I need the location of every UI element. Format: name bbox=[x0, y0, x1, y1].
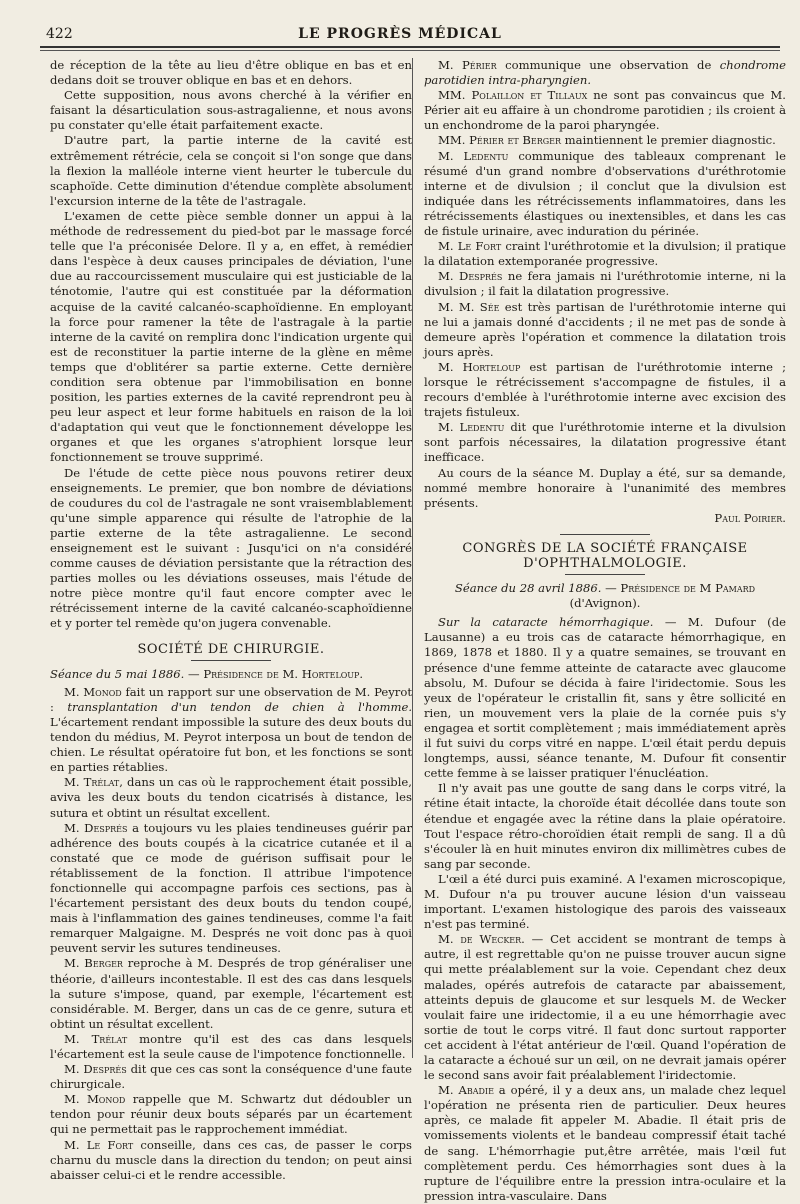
speaker-name: M. Trélat, bbox=[64, 775, 123, 790]
text: fait un rapport sur une observation de M. Peyrot : bbox=[50, 684, 412, 714]
paragraph bbox=[424, 932, 786, 1083]
text: maintiennent le premier diagnostic. bbox=[560, 133, 776, 148]
report-title: transplantation d'un tendon de chien à l'homme. bbox=[67, 699, 413, 714]
text: craint l'uréthrotomie et la divulsion; il pratique la dilatation extemporanée progressive. bbox=[424, 239, 786, 269]
session-president: — Présidence de M. Horteloup. bbox=[188, 666, 364, 681]
paragraph bbox=[424, 420, 786, 465]
paragraph: Il n'y avait pas une goutte de sang dans le corps vitré, la rétine était intacte, la choroïde était décollée dans toute son étendue et engagée avec la rétine dans la plaie opératoire. Tout l'espace rétro-choroïdien était rempli de sang. Il a dû s'écouler là en huit minutes environ dix millimètres cubes de sang par seconde. bbox=[424, 781, 786, 871]
paragraph bbox=[50, 685, 412, 776]
text: conseille, dans ces cas, de passer le corps charnu du muscle dans la direction du tendon; on peut ainsi abaisser celui-ci et le rendre accessible. bbox=[50, 1137, 413, 1182]
paragraph: L'examen de cette pièce semble donner un appui à la méthode de redressement du pied-bot par le massage forcé telle que l'a préconisée Delore. Il y a, en effet, à remédier dans l'espèce à deux causes principales de déviation, l'une due au raccourcissement musculaire qui est justiciable de la ténotomie, l'autre qui est constituée par la déformation acquise de la cavité calcanéo-scaphoïdienne. En employant la force pour ramener la tête de l'astragale à la partie interne de la cavité on remplira donc l'indication urgente qui est de reconstituer la partie interne de la glène en même temps que d'oblitérer sa partie externe. Cette dernière condition sera obtenue par l'immobilisation en bonne position, les parties externes de la cavité reprendront peu à peu leur aspect et leur forme habituels en raison de la loi d'adaptation qui veut que le fonctionnement développe les organes et que les organes s'atrophient lorsque leur fonctionnement se trouve supprimé. bbox=[50, 208, 412, 465]
section-title-line-2: D'OPHTHALMOLOGIE. bbox=[523, 556, 687, 571]
paragraph bbox=[50, 1092, 412, 1137]
speaker-name: MM. Polaillon et Tillaux bbox=[438, 88, 588, 103]
session-president: — Présidence de M Pamard bbox=[601, 581, 756, 596]
speaker-name: M. Monod bbox=[64, 684, 122, 699]
speaker-name: M. Monod bbox=[64, 1092, 126, 1107]
header-rule bbox=[40, 46, 780, 48]
running-title: LE PROGRÈS MÉDICAL bbox=[298, 26, 502, 42]
text: est partisan de l'uréthrotomie interne ; lorsque le rétrécissement s'accompagne de fistules, il a recours d'emblée à l'uréthrotomie interne avec excision des trajets fistuleux. bbox=[424, 359, 786, 420]
text: a opéré, il y a deux ans, un malade chez lequel l'opération ne présenta rien de particulier. Deux heures après, ce malade fit appeler M. Abadie. Il était pris de vomissements violents et le bandeau compressif était taché de sang. L'hémorrhagie put,être arrêtée, mais l'œil fut complètement perdu. Ces hémorrhagies sont dues à la rupture de l'équilibre entre la pression intra-oculaire et la pression intra-vasculaire. Dans bbox=[424, 1083, 786, 1203]
speaker-name: M. M. Sée bbox=[438, 299, 500, 314]
session-line bbox=[50, 667, 412, 682]
speaker-name: M. de Wecker. bbox=[438, 932, 525, 947]
paragraph bbox=[424, 239, 786, 269]
paragraph bbox=[424, 1083, 786, 1204]
speaker-name: M. Ledentu bbox=[438, 148, 509, 163]
text: dit que l'uréthrotomie interne et la divulsion sont parfois nécessaires, la dilatation progressive étant inefficace. bbox=[424, 420, 786, 465]
paragraph bbox=[424, 149, 786, 240]
speaker-name: M. Le Fort bbox=[64, 1137, 134, 1152]
text: communique des tableaux comprenant le résumé d'un grand nombre d'observations d'uréthrotomie interne et de divulsion ; il conclut que la divulsion est indiquée dans les rétrécissements inflammatoires, dans les rétrécissements élastiques ou inextensibles, et dans les cas de fistule urinaire, avec induration du périnée. bbox=[424, 148, 786, 239]
session-date: Séance du 28 avril 1886. bbox=[454, 581, 602, 596]
paragraph bbox=[50, 956, 412, 1031]
paragraph: D'autre part, la partie interne de la cavité est extrêmement rétrécie, cela se conçoit si l'on songe que dans la flexion la malléole interne vient heurter le tubercule du scaphoïde. Cette diminution d'étendue complète absolument l'excursion interne de la tête de l'astragale. bbox=[50, 133, 412, 208]
section-rule bbox=[565, 574, 645, 575]
right-column bbox=[424, 58, 786, 1203]
section-title: SOCIÉTÉ DE CHIRURGIE. bbox=[137, 641, 325, 657]
paragraph bbox=[50, 1062, 412, 1092]
paragraph bbox=[424, 88, 786, 133]
speaker-name: M. Le Fort bbox=[438, 239, 502, 254]
paragraph bbox=[424, 269, 786, 299]
session-line bbox=[424, 581, 786, 596]
speaker-name: M. Després bbox=[64, 820, 128, 835]
paragraph bbox=[424, 300, 786, 360]
text: ne sont pas convaincus que M. Périer ait eu affaire à un chondrome parotidien ; ils croient à un enchondrome de la paroi pharyngée. bbox=[424, 88, 786, 133]
paragraph: Au cours de la séance M. Duplay a été, sur sa demande, nommé membre honoraire à l'unanimité des membres présents. bbox=[424, 465, 786, 510]
text: rappelle que M. Schwartz dut dédoubler un tendon pour réunir deux bouts séparés par un écartement qui ne permettait pas le rapprochement immédiat. bbox=[50, 1092, 412, 1137]
text: ne fera jamais ni l'uréthrotomie interne, ni la divulsion ; il fait la dilatation progressive. bbox=[424, 269, 786, 299]
section-rule bbox=[191, 660, 271, 661]
speaker-name: M. Ledentu bbox=[438, 420, 505, 435]
speaker-name: M. Horteloup bbox=[438, 359, 521, 374]
speaker-name: M. Després bbox=[438, 269, 503, 284]
paragraph: de réception de la tête au lieu d'être oblique en bas et en dedans doit se trouver oblique en bas et en dehors. bbox=[50, 58, 412, 88]
paragraph: De l'étude de cette pièce nous pouvons retirer deux enseignements. Le premier, que bon nombre de déviations de coudures du col de l'astragale ne sont vraisemblablement qu'une simple apparence qui résulte de l'atrophie de la partie externe de la tête astragalienne. Le second enseignement est le suivant : Jusqu'ici on n'a considéré comme causes de déviation persistante que la rétraction des parties molles ou les déviations osseuses, mais l'étude de notre pièce montre qu'il faut encore compter avec le rétrécissement interne de la cavité calcanéo-scaphoïdienne et y porter tel remède qu'on jugera convenable. bbox=[50, 465, 412, 631]
text: est très partisan de l'uréthrotomie interne qui ne lui a jamais donné d'accidents ; il ne met pas de sonde à demeure après l'opération et commence la dilatation trois jours après. bbox=[424, 299, 786, 359]
report-title: chondrome parotidien intra-pharyngien. bbox=[424, 58, 786, 88]
text: montre qu'il est des cas dans lesquels l'écartement est la seule cause de l'impotence fonctionnelle. bbox=[50, 1031, 413, 1061]
text: communique une observation de bbox=[496, 58, 720, 72]
speaker-name: M. Abadie bbox=[438, 1083, 494, 1098]
text: reproche à M. Després de trop généraliser une théorie, d'ailleurs incontestable. Il est des cas dans lesquels la suture s'impose, quand, par exemple, l'écartement est considérable. M. Berger, dans un cas de ce genre, sutura et obtint un résultat excellent. bbox=[50, 956, 412, 1031]
paragraph bbox=[424, 58, 786, 88]
speaker-name: M. Périer bbox=[438, 58, 497, 72]
text: dit que ces cas sont la conséquence d'une faute chirurgicale. bbox=[50, 1062, 412, 1092]
paragraph bbox=[424, 615, 786, 781]
speaker-name: MM. Périer et Berger bbox=[438, 133, 561, 148]
session-place: (d'Avignon). bbox=[569, 596, 641, 611]
paragraph bbox=[50, 1032, 412, 1062]
speaker-name: M. Després bbox=[64, 1062, 127, 1077]
text: — Cet accident se montrant de temps à autre, il est regrettable qu'on ne puisse trouver aucun signe qui mette préalablement sur la voie. Cependant chez deux malades, opérés autrefois de cataracte par abaissement, atteints depuis de glaucome et sur lesquels M. de Wecker voulait faire une iridectomie, il a eu une hémorrhagie avec sortie de tout le corps vitré. Il faut donc surtout rapporter cet accident à l'état antérieur de l'œil. Quand l'opération de la cataracte a échoué sur un œil, on ne devrait jamais opérer le second sans avoir fait préalablement l'iridectomie. bbox=[424, 932, 786, 1083]
session-date: Séance du 5 mai 1886. bbox=[50, 666, 185, 681]
speaker-name: M. Trélat bbox=[64, 1031, 128, 1046]
text: dans un cas où le rapprochement était possible, aviva les deux bouts du tendon cicatrisés à distance, les sutura et obtint un résultat excellent. bbox=[50, 775, 412, 820]
paragraph bbox=[50, 775, 412, 820]
paragraph bbox=[50, 1138, 412, 1183]
paragraph bbox=[424, 133, 786, 148]
paragraph: L'œil a été durci puis examiné. A l'examen microscopique, M. Dufour n'a pu trouver aucune lésion d'un vaisseau important. L'examen histologique des parois des vaisseaux n'est pas terminé. bbox=[424, 871, 786, 932]
page-header bbox=[40, 26, 760, 48]
page-number: 422 bbox=[46, 26, 73, 42]
header-rule-thin bbox=[40, 50, 780, 51]
section-rule bbox=[560, 534, 650, 535]
author-signature: Paul Poirier. bbox=[714, 510, 786, 525]
left-column bbox=[50, 58, 413, 1182]
text: — M. Dufour (de Lausanne) a eu trois cas de cataracte hémorrhagique, en 1869, 1878 et 1880. Il y a quatre semaines, se trouvant en présence d'une femme atteinte de cataracte avec glaucome absolu, M. Dufour se décida à faire l'iridectomie. Sous les yeux de l'opérateur le cristallin fit, sans y être sollicité en rien, un mouvement vers la plaie de la cornée puis s'y engagea et sortit complètement ; mais immédiatement après il fut suivi du corps vitré en nappe. L'œil était perdu depuis longtemps, aussi, séance tenante, M. Dufour fit consentir cette femme à se laisser pratiquer l'énucléation. bbox=[424, 615, 786, 781]
report-title: Sur la cataracte hémorrhagique. bbox=[438, 615, 654, 630]
text: L'écartement rendant impossible la suture des deux bouts du tendon du médius, M. Peyrot interposa un bout de tendon de chien. Le résultat opératoire fut bon, et les fonctions se sont en parties rétablies. bbox=[50, 714, 412, 775]
paragraph: Cette supposition, nous avons cherché à la vérifier en faisant la désarticulation sous-astragalienne, et nous avons pu constater qu'elle était parfaitement exacte. bbox=[50, 88, 412, 133]
section-title-line-1: CONGRÈS DE LA SOCIÉTÉ FRANÇAISE bbox=[462, 540, 748, 556]
column-divider bbox=[412, 58, 413, 1058]
text: a toujours vu les plaies tendineuses guérir par adhérence des bouts coupés à la cicatrice cutanée et il a constaté que ce mode de guérison suffisait pour le rétablissement de la fonction. Il attribue l'impotence fonctionnelle qui accompagne parfois ces sections, pas à l'écartement persistant des deux bouts du tendon coupé, mais à l'inflammation des gaines tendineuses, comme l'a fait remarquer Malgaigne. M. Després ne voit donc pas à quoi peuvent servir les sutures tendineuses. bbox=[50, 820, 412, 956]
paragraph bbox=[424, 360, 786, 420]
paragraph bbox=[50, 821, 412, 957]
speaker-name: M. Berger bbox=[64, 956, 123, 971]
